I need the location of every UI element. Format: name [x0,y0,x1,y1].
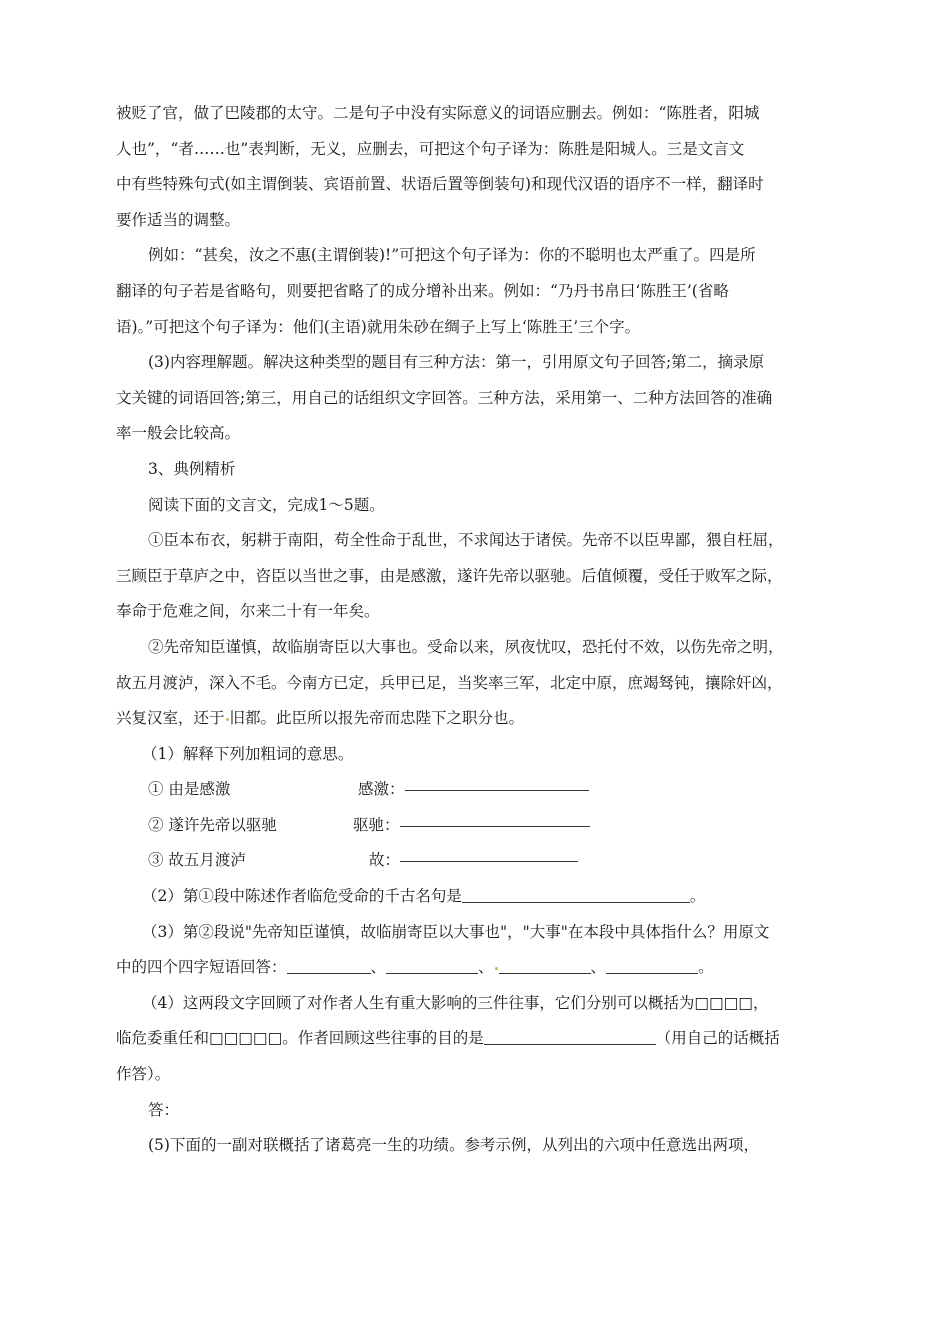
text-line: 故五月渡泸，深入不毛。今南方已定，兵甲已足，当奖率三军，北定中原，庶竭驽钝，攘除奸凶， [116,673,783,692]
text-line: 语)。”可把这个句子译为：他们(主语)就用朱砂在绸子上写上‘陈胜王’三个字。 [116,317,641,336]
document-body [116,96,828,1164]
text-line: 奉命于危难之间，尔来二十有一年矣。 [116,602,380,621]
answer-label: 答： [148,1100,180,1119]
question-3-answer-line [116,950,828,986]
answer-blank[interactable] [462,884,690,903]
question-4 [116,986,828,1093]
question-1-item [116,772,828,808]
scan-speck-icon [495,967,498,970]
text-line: 被贬了官，做了巴陵郡的太守。二是句子中没有实际意义的词语应删去。例如：“陈胜者，阳城 [116,104,760,122]
question-2-text: （2）第①段中陈述作者临危受命的千古名句是 [142,887,462,906]
text-line: 要作适当的调整。 [116,210,241,229]
question-4-text: （用自己的话概括 [655,1029,780,1048]
question-1 [116,737,828,879]
question-4-text: （4）这两段文字回顾了对作者人生有重大影响的三件往事，它们分别可以概括为□□□□， [142,993,769,1012]
passage-paragraph-2 [116,630,828,737]
text-line: (3)内容理解题。解决这种类型的题目有三种方法：第一，引用原文句子回答;第二，摘录原 [148,353,765,372]
scan-speck-icon [226,718,229,721]
question-4-text: 临危委重任和□□□□□。作者回顾这些往事的目的是 [116,1029,484,1048]
text-line: ②先帝知臣谨慎，故临崩寄臣以大事也。受命以来，夙夜忧叹，恐托付不效，以伤先帝之明， [148,637,784,656]
answer-blank[interactable] [484,1026,656,1045]
separator: 、 [370,958,387,977]
passage-paragraph-1 [116,523,828,630]
answer-blank[interactable] [386,955,478,974]
answer-blank[interactable] [287,955,371,974]
question-4-text: 作答）。 [116,1065,171,1084]
answer-blank[interactable] [606,955,698,974]
question-1-item [116,808,828,844]
item-word: 感激： [358,780,405,799]
question-3-text: 中的四个四字短语回答： [116,958,287,977]
text-line: 例如：“甚矣，汝之不惠(主谓倒装)!”可把这个句子译为：你的不聪明也太严重了。四是所 [148,246,756,265]
answer-blank[interactable] [405,772,589,791]
question-3 [116,915,828,986]
item-word: 故： [369,851,401,870]
question-1-stem: （1）解释下列加粗词的意思。 [142,744,354,763]
question-5-text: (5)下面的一副对联概括了诸葛亮一生的功绩。参考示例，从列出的六项中任意选出两项， [148,1136,759,1155]
item-phrase: ③ 故五月渡泸 [148,851,246,870]
item-phrase: ① 由是感激 [148,780,231,799]
text-line: 翻译的句子若是省略句，则要把省略了的成分增补出来。例如：“乃丹书帛曰‘陈胜王’(省略 [116,281,729,300]
answer-blank[interactable] [400,843,578,862]
answer-blank[interactable] [499,955,591,974]
punctuation: 。 [689,887,706,906]
question-3-text: （3）第②段说"先帝知臣谨慎，故临崩寄臣以大事也"，"大事"在本段中具体指什么？用原文 [142,922,770,941]
text-line: 文关键的词语回答;第三，用自己的话组织文字回答。三种方法，采用第一、二种方法回答的准确 [116,388,773,407]
punctuation: 。 [698,958,714,977]
text-line: 三顾臣于草庐之中，咨臣以当世之事，由是感激，遂许先帝以驱驰。后值倾覆，受任于败军之际， [116,566,783,585]
text-line [116,701,828,737]
reading-instruction: 阅读下面的文言文，完成1～5题。 [148,495,385,514]
separator: 、 [478,958,494,977]
text-fragment: 兴复汉室，还于 [116,709,225,728]
question-2 [116,879,828,915]
item-word: 驱驰： [353,815,400,834]
paragraph-translation-rules [116,96,828,238]
text-line: 率一般会比较高。 [116,424,241,443]
text-line: ①臣本布衣，躬耕于南阳，苟全性命于乱世，不求闻达于诸侯。先帝不以臣卑鄙，猥自枉屈， [148,531,784,550]
item-phrase: ② 遂许先帝以驱驰 [148,815,277,834]
separator: 、 [590,958,607,977]
text-fragment: 旧都。此臣所以报先帝而忠陛下之职分也。 [229,709,525,728]
paragraph-comprehension [116,345,828,452]
question-4-answer-line [116,1021,828,1057]
question-1-item [116,843,828,879]
text-line: 人也”，“者……也”表判断，无义，应删去，可把这个句子译为：陈胜是阳城人。三是文言文 [116,139,745,158]
section-heading: 3、典例精析 [148,459,236,478]
text-line: 中有些特殊句式(如主谓倒装、宾语前置、状语后置等倒装句)和现代汉语的语序不一样，翻译时 [116,175,764,194]
answer-blank[interactable] [400,808,590,827]
paragraph-inversion-example [116,238,828,345]
